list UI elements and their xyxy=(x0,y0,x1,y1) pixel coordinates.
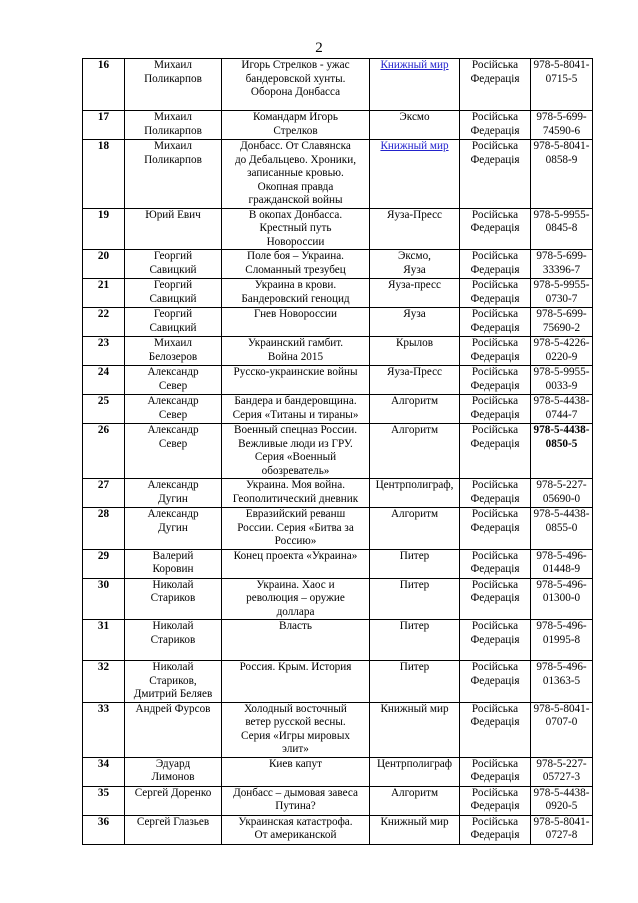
publisher-cell xyxy=(370,59,460,111)
isbn-cell: 978-5-9955- 0845-8 xyxy=(533,208,590,234)
publisher-cell xyxy=(370,308,460,337)
title-cell: Донбасс. От Славянска до Дебальцево. Хроники, записанные кровью. Окопная правда гражданской войны xyxy=(234,140,357,206)
country-cell xyxy=(460,479,531,508)
row-number: 24 xyxy=(97,366,110,378)
title-cell xyxy=(222,479,370,508)
row-number xyxy=(83,111,125,140)
publisher-cell: Питер xyxy=(399,661,430,673)
author-cell xyxy=(125,140,222,209)
isbn-cell: 978-5-4438- 0744-7 xyxy=(533,395,590,421)
country-cell: Російська Федерація xyxy=(470,279,520,305)
country-cell: Російська Федерація xyxy=(470,620,520,646)
table-row xyxy=(83,786,593,815)
row-number xyxy=(83,620,125,661)
author-cell: Николай Стариков xyxy=(150,578,196,604)
title-cell: Украинская катастрофа. От американской xyxy=(238,815,353,841)
country-cell: Російська Федерація xyxy=(470,395,520,421)
publisher-cell xyxy=(370,424,460,479)
row-number: 26 xyxy=(97,424,110,436)
country-cell: Російська Федерація xyxy=(470,366,520,392)
row-number: 27 xyxy=(97,479,110,491)
author-cell xyxy=(125,337,222,366)
isbn-cell xyxy=(531,308,593,337)
isbn-cell: 978-5-699- 75690-2 xyxy=(536,308,587,334)
table-body xyxy=(83,59,593,845)
title-cell: Поле боя – Украина. Сломанный трезубец xyxy=(245,250,346,276)
isbn-cell xyxy=(531,366,593,395)
row-number xyxy=(83,308,125,337)
author-cell: Георгий Савицкий xyxy=(149,279,197,305)
author-cell: Александр Дугин xyxy=(147,479,199,505)
isbn-cell xyxy=(531,757,593,786)
row-number: 22 xyxy=(97,308,110,320)
row-number xyxy=(83,366,125,395)
title-cell xyxy=(222,250,370,279)
author-cell: Георгий Савицкий xyxy=(149,250,197,276)
publisher-cell: Алгоритм xyxy=(390,395,439,407)
author-cell xyxy=(125,815,222,844)
title-cell xyxy=(222,549,370,578)
title-cell xyxy=(222,424,370,479)
row-number: 34 xyxy=(97,757,110,770)
title-cell xyxy=(222,620,370,661)
row-number: 16 xyxy=(97,59,110,71)
isbn-cell: 978-5-9955- 0033-9 xyxy=(533,366,590,392)
author-cell xyxy=(125,366,222,395)
isbn-cell xyxy=(531,815,593,844)
title-cell: Украина. Моя война. Геополитический дневник xyxy=(232,479,359,505)
country-cell xyxy=(460,620,531,661)
row-number: 28 xyxy=(97,508,110,520)
row-number xyxy=(83,661,125,703)
table-row xyxy=(83,208,593,250)
country-cell xyxy=(460,337,531,366)
isbn-cell: 978-5-4438- 0855-0 xyxy=(533,508,590,534)
isbn-cell: 978-5-699- 74590-6 xyxy=(536,111,587,137)
publisher-cell xyxy=(370,366,460,395)
row-number xyxy=(83,702,125,757)
row-number xyxy=(83,508,125,550)
title-cell xyxy=(222,757,370,786)
row-number xyxy=(83,815,125,844)
publisher-cell: Алгоритм xyxy=(390,424,439,436)
title-cell: Русско-украинские войны xyxy=(233,366,358,378)
author-cell: Николай Стариков, Дмитрий Беляев xyxy=(133,661,213,700)
author-cell: Михаил Поликарпов xyxy=(144,140,202,166)
author-cell: Сергей Доренко xyxy=(134,786,212,799)
row-number xyxy=(83,549,125,578)
country-cell: Російська Федерація xyxy=(470,661,520,687)
author-cell xyxy=(125,424,222,479)
author-cell: Андрей Фурсов xyxy=(135,702,211,715)
isbn-cell: 978-5-8041- 0858-9 xyxy=(533,140,590,166)
country-cell xyxy=(460,757,531,786)
author-cell xyxy=(125,208,222,250)
row-number: 35 xyxy=(97,786,110,799)
publisher-cell xyxy=(370,757,460,786)
author-cell: Эдуард Лимонов xyxy=(151,757,195,783)
country-cell: Російська Федерація xyxy=(470,479,520,505)
row-number: 21 xyxy=(97,279,110,291)
table-row xyxy=(83,250,593,279)
author-cell: Сергей Глазьев xyxy=(136,815,210,828)
author-cell xyxy=(125,308,222,337)
row-number xyxy=(83,395,125,424)
isbn-cell xyxy=(531,508,593,550)
title-cell xyxy=(222,661,370,703)
publisher-cell xyxy=(370,620,460,661)
table-row xyxy=(83,59,593,111)
title-cell: Украина в крови. Бандеровский геноцид xyxy=(241,279,350,305)
row-number xyxy=(83,786,125,815)
table-row xyxy=(83,479,593,508)
country-cell xyxy=(460,661,531,703)
isbn-cell: 978-5-699- 33396-7 xyxy=(536,250,587,276)
table-row xyxy=(83,395,593,424)
country-cell xyxy=(460,578,531,620)
title-cell xyxy=(222,208,370,250)
author-cell xyxy=(125,250,222,279)
title-cell: Конец проекта «Украина» xyxy=(233,549,358,562)
publisher-cell: Центрполиграф xyxy=(376,757,453,770)
title-cell: В окопах Донбасса. Крестный путь Новороссии xyxy=(248,208,343,248)
table-row xyxy=(83,578,593,620)
author-cell: Александр Север xyxy=(147,395,199,421)
isbn-cell: 978-5-4438- 0850-5 xyxy=(533,424,590,450)
table-row xyxy=(83,702,593,757)
publisher-cell xyxy=(370,578,460,620)
row-number xyxy=(83,424,125,479)
publisher-cell xyxy=(370,508,460,550)
publisher-cell xyxy=(370,661,460,703)
publisher-cell: Яуза-пресс xyxy=(388,279,441,291)
country-cell: Російська Федерація xyxy=(470,815,520,841)
table-row xyxy=(83,757,593,786)
country-cell xyxy=(460,424,531,479)
row-number: 30 xyxy=(97,578,110,591)
author-cell xyxy=(125,395,222,424)
isbn-cell: 978-5-8041- 0727-8 xyxy=(533,815,590,841)
publisher-cell xyxy=(370,250,460,279)
publisher-cell: Крылов xyxy=(395,337,434,349)
table-row xyxy=(83,508,593,550)
title-cell xyxy=(222,395,370,424)
isbn-cell xyxy=(531,620,593,661)
row-number: 20 xyxy=(97,250,110,262)
country-cell: Російська Федерація xyxy=(470,308,520,334)
title-cell xyxy=(222,308,370,337)
row-number xyxy=(83,208,125,250)
publisher-cell xyxy=(370,395,460,424)
country-cell xyxy=(460,395,531,424)
publisher-cell: Книжный мир xyxy=(380,702,449,715)
publisher-cell xyxy=(370,111,460,140)
publisher-cell: Яуза-Пресс xyxy=(386,208,442,221)
table-row xyxy=(83,815,593,844)
isbn-cell xyxy=(531,250,593,279)
row-number xyxy=(83,337,125,366)
author-cell xyxy=(125,549,222,578)
title-cell: Бандера и бандеровщина. Серия «Титаны и тираны» xyxy=(232,395,359,421)
publisher-cell: Питер xyxy=(399,549,430,562)
isbn-cell xyxy=(531,111,593,140)
page-number: 2 xyxy=(315,40,323,56)
publisher-cell xyxy=(370,815,460,844)
row-number: 31 xyxy=(97,620,110,632)
country-cell xyxy=(460,508,531,550)
title-cell: Украина. Хаос и революция – оружие доллара xyxy=(246,578,345,618)
isbn-cell xyxy=(531,140,593,209)
title-cell xyxy=(222,578,370,620)
author-cell: Михаил Поликарпов xyxy=(144,59,202,85)
country-cell xyxy=(460,702,531,757)
publisher-cell xyxy=(370,208,460,250)
publisher-cell: Центрполиграф, xyxy=(375,479,454,491)
country-cell xyxy=(460,140,531,209)
country-cell: Російська Федерація xyxy=(470,111,520,137)
country-cell xyxy=(460,250,531,279)
publisher-cell: Яуза xyxy=(403,308,426,320)
author-cell: Юрий Евич xyxy=(145,208,201,221)
row-number: 29 xyxy=(97,549,110,562)
isbn-cell: 978-5-227- 05690-0 xyxy=(536,479,587,505)
title-cell: Евразийский реванш России. Серия «Битва за Россию» xyxy=(237,508,354,547)
row-number: 19 xyxy=(97,208,110,221)
country-cell: Російська Федерація xyxy=(470,140,520,166)
isbn-cell xyxy=(531,59,593,111)
title-cell: Россия. Крым. История xyxy=(239,661,352,673)
isbn-cell xyxy=(531,279,593,308)
publisher-cell: Яуза-Пресс xyxy=(386,366,442,378)
title-cell: Игорь Стрелков - ужас бандеровской хунты. Оборона Донбасса xyxy=(241,59,350,98)
author-cell: Александр Север xyxy=(147,424,199,450)
author-cell xyxy=(125,661,222,703)
title-cell xyxy=(222,815,370,844)
row-number xyxy=(83,578,125,620)
row-number xyxy=(83,279,125,308)
table-row xyxy=(83,308,593,337)
books-table xyxy=(82,58,593,845)
isbn-cell: 978-5-9955- 0730-7 xyxy=(533,279,590,305)
table-row xyxy=(83,549,593,578)
title-cell: Украинский гамбит. Война 2015 xyxy=(247,337,344,363)
table-row xyxy=(83,620,593,661)
title-cell: Командарм Игорь Стрелков xyxy=(253,111,338,137)
table-row xyxy=(83,279,593,308)
publisher-cell: Питер xyxy=(399,620,430,632)
isbn-cell xyxy=(531,208,593,250)
author-cell: Александр Дугин xyxy=(147,508,199,534)
row-number: 33 xyxy=(97,702,110,715)
country-cell: Російська Федерація xyxy=(470,250,520,276)
author-cell xyxy=(125,578,222,620)
publisher-cell: Алгоритм xyxy=(390,508,439,520)
table-row xyxy=(83,424,593,479)
country-cell: Російська Федерація xyxy=(470,337,520,363)
isbn-cell: 978-5-4226- 0220-9 xyxy=(533,337,590,363)
isbn-cell xyxy=(531,337,593,366)
country-cell xyxy=(460,549,531,578)
table-row xyxy=(83,337,593,366)
publisher-cell xyxy=(370,702,460,757)
isbn-cell: 978-5-4438- 0920-5 xyxy=(533,786,590,812)
publisher-cell xyxy=(370,337,460,366)
row-number xyxy=(83,140,125,209)
isbn-cell xyxy=(531,424,593,479)
isbn-cell: 978-5-227- 05727-3 xyxy=(536,757,587,783)
title-cell xyxy=(222,508,370,550)
title-cell xyxy=(222,366,370,395)
country-cell xyxy=(460,59,531,111)
country-cell: Російська Федерація xyxy=(470,578,520,604)
author-cell: Николай Стариков xyxy=(150,620,196,646)
author-cell xyxy=(125,786,222,815)
author-cell: Валерий Коровин xyxy=(152,549,194,575)
country-cell xyxy=(460,308,531,337)
country-cell xyxy=(460,111,531,140)
author-cell: Александр Север xyxy=(147,366,199,392)
isbn-cell: 978-5-496- 01300-0 xyxy=(536,578,587,604)
country-cell: Російська Федерація xyxy=(470,59,520,85)
country-cell xyxy=(460,815,531,844)
title-cell xyxy=(222,786,370,815)
isbn-cell xyxy=(531,578,593,620)
author-cell xyxy=(125,479,222,508)
publisher-cell: Питер xyxy=(399,578,430,591)
country-cell: Російська Федерація xyxy=(470,702,520,728)
publisher-link[interactable]: Книжный мир xyxy=(380,140,449,152)
isbn-cell: 978-5-496- 01448-9 xyxy=(536,549,587,575)
author-cell: Георгий Савицкий xyxy=(149,308,197,334)
row-number: 32 xyxy=(97,661,110,673)
isbn-cell: 978-5-8041- 0707-0 xyxy=(533,702,590,728)
country-cell: Російська Федерація xyxy=(470,508,520,534)
country-cell: Російська Федерація xyxy=(470,757,520,783)
country-cell: Російська Федерація xyxy=(470,549,520,575)
publisher-cell: Алгоритм xyxy=(390,786,439,799)
isbn-cell xyxy=(531,395,593,424)
title-cell: Донбасс – дымовая завеса Путина? xyxy=(233,786,358,812)
country-cell xyxy=(460,366,531,395)
title-cell xyxy=(222,59,370,111)
isbn-cell: 978-5-496- 01995-8 xyxy=(536,620,587,646)
author-cell xyxy=(125,279,222,308)
row-number xyxy=(83,479,125,508)
row-number: 36 xyxy=(97,815,110,828)
row-number: 25 xyxy=(97,395,110,407)
publisher-cell: Эксмо xyxy=(399,111,430,123)
author-cell: Михаил Поликарпов xyxy=(144,111,202,137)
isbn-cell xyxy=(531,661,593,703)
title-cell: Холодный восточный ветер русской весны. Серия «Игры мировых элит» xyxy=(241,702,350,755)
title-cell xyxy=(222,702,370,757)
title-cell: Киев капут xyxy=(268,757,323,770)
title-cell xyxy=(222,337,370,366)
isbn-cell xyxy=(531,479,593,508)
publisher-cell xyxy=(370,140,460,209)
isbn-cell: 978-5-496- 01363-5 xyxy=(536,661,587,687)
publisher-cell xyxy=(370,786,460,815)
isbn-cell xyxy=(531,702,593,757)
country-cell: Російська Федерація xyxy=(470,424,520,450)
title-cell xyxy=(222,279,370,308)
country-cell xyxy=(460,208,531,250)
author-cell xyxy=(125,508,222,550)
publisher-cell xyxy=(370,549,460,578)
row-number: 17 xyxy=(97,111,110,123)
title-cell xyxy=(222,111,370,140)
publisher-link[interactable]: Книжный мир xyxy=(380,59,449,71)
isbn-cell xyxy=(531,786,593,815)
publisher-cell: Эксмо, Яуза xyxy=(398,250,431,276)
country-cell xyxy=(460,786,531,815)
author-cell xyxy=(125,757,222,786)
title-cell xyxy=(222,140,370,209)
row-number xyxy=(83,757,125,786)
title-cell: Военный спецназ России. Вежливые люди из ГРУ. Серия «Военный обозреватель» xyxy=(233,424,358,477)
row-number: 18 xyxy=(97,140,110,152)
table-row xyxy=(83,661,593,703)
author-cell xyxy=(125,620,222,661)
country-cell: Російська Федерація xyxy=(470,786,520,812)
table-row xyxy=(83,140,593,209)
row-number xyxy=(83,59,125,111)
publisher-cell: Книжный мир xyxy=(380,815,449,828)
row-number xyxy=(83,250,125,279)
author-cell xyxy=(125,111,222,140)
table-row xyxy=(83,111,593,140)
row-number: 23 xyxy=(97,337,110,349)
table-row xyxy=(83,366,593,395)
title-cell: Гнев Новороссии xyxy=(254,308,337,320)
isbn-cell: 978-5-8041- 0715-5 xyxy=(533,59,590,85)
title-cell: Власть xyxy=(279,620,312,632)
author-cell xyxy=(125,702,222,757)
isbn-cell xyxy=(531,549,593,578)
country-cell: Російська Федерація xyxy=(470,208,520,234)
author-cell: Михаил Белозеров xyxy=(148,337,198,363)
publisher-cell xyxy=(370,479,460,508)
publisher-cell xyxy=(370,279,460,308)
author-cell xyxy=(125,59,222,111)
country-cell xyxy=(460,279,531,308)
